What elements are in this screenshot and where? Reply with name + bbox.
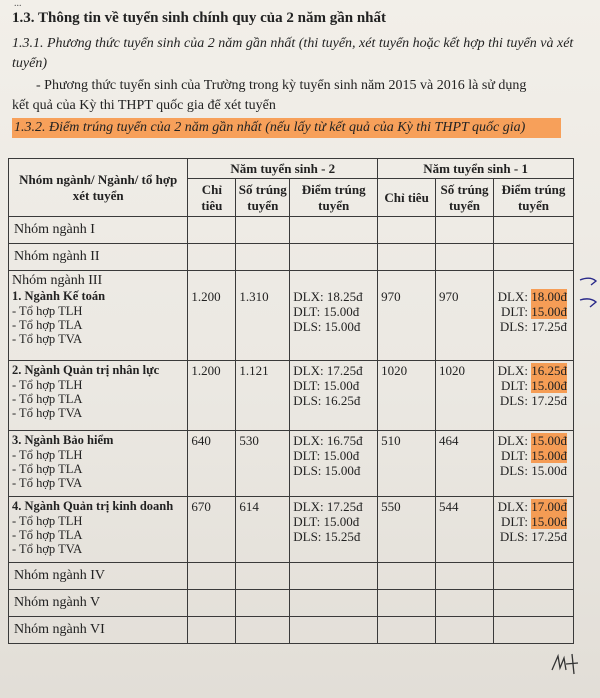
combo-item: - Tổ hợp TLH bbox=[12, 514, 83, 528]
scores-y2 bbox=[290, 431, 378, 497]
body-line-2: kết quả của Kỳ thi THPT quốc gia để xét tuyển bbox=[12, 98, 276, 113]
admitted-y1: 1020 bbox=[436, 361, 494, 431]
combo-item: - Tổ hợp TVA bbox=[12, 332, 83, 346]
subsection-131-body bbox=[12, 76, 592, 116]
major-name: 2. Ngành Quản trị nhân lực bbox=[12, 363, 160, 377]
combo-item: - Tổ hợp TVA bbox=[12, 406, 83, 420]
header-quota-y2: Chỉ tiêu bbox=[188, 179, 236, 217]
section-title: 1.3. Thông tin về tuyển sinh chính quy của 2 năm gần nhất bbox=[12, 10, 387, 26]
admitted-y1: 970 bbox=[436, 271, 494, 361]
table-row-major bbox=[9, 271, 574, 361]
major-name: 4. Ngành Quản trị kinh doanh bbox=[12, 499, 174, 513]
score-line: DLT: 15.00đ bbox=[293, 448, 360, 463]
combo-item: - Tổ hợp TLA bbox=[12, 392, 83, 406]
signature-icon bbox=[548, 648, 588, 678]
quota-y1: 970 bbox=[378, 271, 436, 361]
combo-item: - Tổ hợp TLA bbox=[12, 528, 83, 542]
quota-y1: 510 bbox=[378, 431, 436, 497]
admitted-y2: 1.310 bbox=[236, 271, 290, 361]
quota-y2: 670 bbox=[188, 497, 236, 563]
table-row-major bbox=[9, 361, 574, 431]
table-row-group-2 bbox=[9, 244, 574, 271]
score-line: DLX: 17.25đ bbox=[293, 363, 363, 378]
score-line: DLS: 16.25đ bbox=[293, 393, 361, 408]
score-line: DLT: 15.00đ bbox=[293, 378, 360, 393]
group-label: Nhóm ngành II bbox=[9, 244, 188, 271]
scores-y1 bbox=[493, 431, 573, 497]
scores-y2 bbox=[290, 271, 378, 361]
score-value: 15.00đ bbox=[531, 463, 567, 478]
score-value: 17.25đ bbox=[531, 529, 567, 544]
scores-y1 bbox=[493, 361, 573, 431]
combo-item: - Tổ hợp TLH bbox=[12, 378, 83, 392]
major-cell bbox=[9, 361, 188, 431]
score-label: DLX: bbox=[497, 289, 532, 304]
scores-y1 bbox=[493, 497, 573, 563]
body-line-1: - Phương thức tuyển sinh của Trường trong kỳ tuyển sinh năm 2015 và 2016 là sử dụng bbox=[36, 78, 527, 93]
score-value: 16.25đ bbox=[531, 363, 567, 378]
combo-item: - Tổ hợp TLA bbox=[12, 462, 83, 476]
score-line: DLT: 15.00đ bbox=[293, 514, 360, 529]
major-name: 1. Ngành Kế toán bbox=[12, 289, 106, 303]
admitted-y1: 544 bbox=[436, 497, 494, 563]
score-label: DLX: bbox=[497, 433, 532, 448]
score-value: 17.25đ bbox=[531, 319, 567, 334]
score-line: DLS: 15.00đ bbox=[293, 319, 361, 334]
score-line: DLX: 17.25đ bbox=[293, 499, 363, 514]
quota-y1: 1020 bbox=[378, 361, 436, 431]
major-cell bbox=[9, 431, 188, 497]
score-value: 15.00đ bbox=[531, 448, 567, 463]
table-row-group-6 bbox=[9, 617, 574, 644]
score-value: 17.25đ bbox=[531, 393, 567, 408]
combo-item: - Tổ hợp TVA bbox=[12, 476, 83, 490]
header-admitted-y1: Số trúng tuyển bbox=[436, 179, 494, 217]
score-value: 15.00đ bbox=[531, 378, 567, 393]
group-label: Nhóm ngành V bbox=[9, 590, 188, 617]
score-label: DLX: bbox=[497, 499, 532, 514]
group-label: Nhóm ngành IV bbox=[9, 563, 188, 590]
arrow-right-icon bbox=[578, 272, 600, 322]
score-value: 18.00đ bbox=[531, 289, 567, 304]
quota-y1: 550 bbox=[378, 497, 436, 563]
table-row-group-5 bbox=[9, 590, 574, 617]
group-label: Nhóm ngành VI bbox=[9, 617, 188, 644]
scores-y1 bbox=[493, 271, 573, 361]
header-score-y1: Điểm trúng tuyển bbox=[493, 179, 573, 217]
score-label: DLT: bbox=[500, 448, 532, 463]
subsection-131-heading: 1.3.1. Phương thức tuyển sinh của 2 năm gần nhất (thi tuyển, xét tuyển hoặc kết hợp thi tuyển và xét tuyển) bbox=[12, 36, 574, 71]
header-admitted-y2: Số trúng tuyển bbox=[236, 179, 290, 217]
score-label: DLT: bbox=[500, 304, 532, 319]
header-quota-y1: Chỉ tiêu bbox=[378, 179, 436, 217]
major-name: 3. Ngành Bảo hiểm bbox=[12, 433, 114, 447]
header-year-2: Năm tuyển sinh - 2 bbox=[188, 159, 378, 179]
combo-item: - Tổ hợp TLH bbox=[12, 448, 83, 462]
score-value: 15.00đ bbox=[531, 433, 567, 448]
subsection-132-heading: 1.3.2. Điểm trúng tuyển của 2 năm gần nhất (nếu lấy từ kết quả của Kỳ thi THPT quốc gia) bbox=[12, 118, 561, 138]
header-score-y2: Điểm trúng tuyển bbox=[290, 179, 378, 217]
score-line: DLX: 16.75đ bbox=[293, 433, 363, 448]
score-label: DLT: bbox=[500, 514, 532, 529]
table-row-group-4 bbox=[9, 563, 574, 590]
header-fragment: ... bbox=[14, 0, 22, 8]
table-row-group-1 bbox=[9, 217, 574, 244]
group-label: Nhóm ngành I bbox=[9, 217, 188, 244]
quota-y2: 640 bbox=[188, 431, 236, 497]
quota-y2: 1.200 bbox=[188, 361, 236, 431]
admitted-y2: 614 bbox=[236, 497, 290, 563]
admitted-y1: 464 bbox=[436, 431, 494, 497]
header-group: Nhóm ngành/ Ngành/ tổ hợp xét tuyển bbox=[9, 159, 188, 217]
score-value: 15.00đ bbox=[531, 304, 567, 319]
score-label: DLT: bbox=[500, 378, 532, 393]
scores-y2 bbox=[290, 361, 378, 431]
combo-item: - Tổ hợp TLH bbox=[12, 304, 83, 318]
quota-y2: 1.200 bbox=[188, 271, 236, 361]
score-label: DLS: bbox=[499, 463, 532, 478]
score-line: DLT: 15.00đ bbox=[293, 304, 360, 319]
table-row-major bbox=[9, 431, 574, 497]
major-cell bbox=[9, 271, 188, 361]
score-label: DLS: bbox=[499, 529, 532, 544]
admitted-y2: 1.121 bbox=[236, 361, 290, 431]
score-label: DLS: bbox=[499, 319, 532, 334]
scores-y2 bbox=[290, 497, 378, 563]
combo-item: - Tổ hợp TLA bbox=[12, 318, 83, 332]
score-value: 17.00đ bbox=[531, 499, 567, 514]
table-row-major bbox=[9, 497, 574, 563]
score-value: 15.00đ bbox=[531, 514, 567, 529]
score-line: DLS: 15.25đ bbox=[293, 529, 361, 544]
group-label: Nhóm ngành III bbox=[12, 273, 103, 288]
combo-item: - Tổ hợp TVA bbox=[12, 542, 83, 556]
header-year-1: Năm tuyển sinh - 1 bbox=[378, 159, 574, 179]
major-cell bbox=[9, 497, 188, 563]
score-label: DLS: bbox=[499, 393, 532, 408]
admission-scores-table bbox=[8, 158, 574, 644]
score-line: DLS: 15.00đ bbox=[293, 463, 361, 478]
admitted-y2: 530 bbox=[236, 431, 290, 497]
score-line: DLX: 18.25đ bbox=[293, 289, 363, 304]
score-label: DLX: bbox=[497, 363, 532, 378]
